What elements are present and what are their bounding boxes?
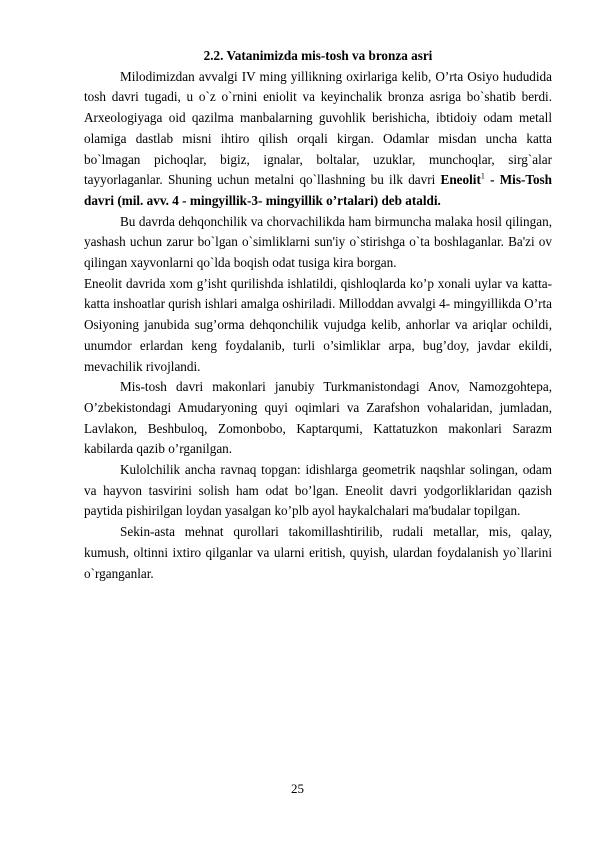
footnote-marker[interactable]: 1	[480, 171, 485, 181]
eneolit-definition: - Mis-Tosh davri (mil. avv. 4 - mingyillik-3- mingyillik o’rtalari) deb ataldi.	[84, 172, 552, 208]
paragraph-2: Bu davrda dehqonchilik va chorvachilikda ham birmuncha malaka hosil qilingan, yashash uchun zarur bo`lgan o`simliklarni sun'iy o`stirishga o`ta boshlaganlar. Ba'zi ov qilingan xayvonlarni qo`lda boqish odat tusiga kira borgan.	[84, 213, 552, 271]
paragraph-1	[84, 67, 552, 212]
eneolit-term: Eneolit	[440, 172, 481, 188]
paragraph-4: Mis-tosh davri makonlari janubiy Turkmanistondagi Anov, Namozgohtepa, O’zbekistondagi Amudaryoning quyi oqimlari va Zarafshon vohalaridan, jumladan, Lavlakon, Beshbuloq, Zomonbobo, Kaptarqumi, Kattatuzkon makonlari Sarazm kabilarda qazib o’rganilgan.	[84, 379, 552, 457]
paragraph-6: Sekin-asta mehnat qurollari takomillashtirilib, rudali metallar, mis, qalay, kumush, oltinni ixtiro qilganlar va ularni eritish, quyish, ulardan foydalanish yo`llarini o`rganganlar.	[84, 524, 552, 581]
page-number: 25	[291, 781, 304, 796]
section-heading: 2.2. Vatanimizda mis-tosh va bronza asri	[203, 48, 433, 63]
paragraph-5: Kulolchilik ancha ravnaq topgan: idishlarga geometrik naqshlar solingan, odam va hayvon tasvirini solish ham odat bo’lgan. Eneolit davri yodgorliklaridan qazish paytida pishirilgan loydan yasalgan ko’plb ayol haykalchalari ma'budalar topilgan.	[84, 462, 552, 519]
document-body	[84, 46, 552, 584]
paragraph-3: Eneolit davrida xom g’isht qurilishda ishlatildi, qishloqlarda ko’p xonali uylar va katta-katta inshoatlar qurish ishlari amalga oshiriladi. Milloddan avvalgi 4- mingyillikda O’rta Osiyoning janubida sug’orma dehqonchilik vujudga kelib, anhorlar va ariqlar ochildi, unumdor erlardan keng foydalanib, turli o’simliklar arpa, bug’doy, javdar ekildi, mevachilik rivojlandi.	[84, 275, 552, 374]
paragraph-1-text: Milodimizdan avvalgi IV ming yillikning oxirlariga kelib, O’rta Osiyo hududida tosh davri tugadi, u o`z o`rnini eniolit va keyinchalik bronza asriga bo`shatib berdi. Arxeologiyaga oid qazilma manbalarning guvohlik berishicha, ibtidoiy odam metall olamiga dastlab misni ihtiro qilish orqali kirgan. Odamlar misdan uncha katta bo`lmagan pichoqlar, bigiz, ignalar, boltalar, uzuklar, munchoqlar, sirg`alar tayyorlaganlar. Shuning uchun metalni qo`llashning bu ilk davri	[84, 68, 552, 188]
